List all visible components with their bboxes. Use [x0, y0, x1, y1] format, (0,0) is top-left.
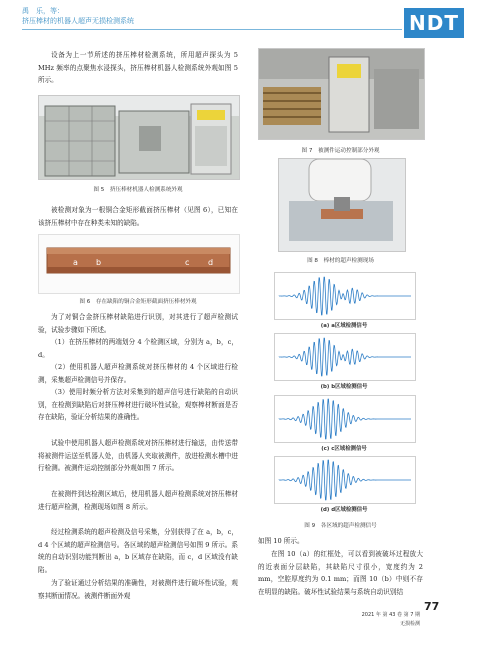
fig7-caption: 图 7 被测件运动控制部分外观: [301, 148, 380, 154]
paragraph-8: 在被测件到达检测区域后，使用机器人超声检测系统对挤压棒材进行超声检测，检测现场如图 8 所示。: [38, 490, 238, 511]
fig9-caption: 图 9 各区域的超声检测信号: [304, 523, 377, 529]
footer-issue: 2021 年 第 43 卷 第 7 期: [361, 612, 420, 618]
signal-b-label: (b) b区域检测信号: [320, 384, 368, 390]
fig7-photo: [258, 48, 425, 140]
paragraph-4: （1）在挤压棒材的两端划分 4 个检测区域，分别为 a，b，c，d。: [38, 338, 238, 359]
running-authors: 禹 乐，等：: [22, 7, 64, 15]
paragraph-11: 如图 10 所示。: [258, 537, 304, 545]
signal-d-waveform: [275, 457, 415, 503]
fig6-label-c: c: [185, 258, 190, 267]
signal-trace: [279, 338, 411, 376]
paragraph-1: 设备为上一节所述的挤压棒材检测系统，所用超声探头为 5 MHz 频率的点聚焦水浸探头，挤压棒材机器人检测系统外观如图 5 所示。: [38, 51, 238, 85]
signal-b-waveform: [275, 334, 415, 380]
signal-panel-b: [274, 333, 416, 381]
conveyor-illustration: [259, 49, 424, 139]
copper-bar-illustration: [39, 235, 239, 293]
logo-text: NDT: [409, 11, 459, 35]
inspection-scene-illustration: [279, 159, 405, 251]
paragraph-5: （2）使用机器人超声检测系统对挤压棒材的 4 个区域进行检测，采集超声检测信号并保存。: [38, 363, 238, 384]
fig6-label-a: a: [73, 258, 78, 267]
signal-d-label: (d) d区域检测信号: [320, 507, 368, 513]
signal-c-waveform: [275, 396, 415, 442]
signal-panel-d: [274, 456, 416, 504]
fig5-caption: 图 5 挤压棒材机器人检测系统外观: [93, 187, 183, 193]
signal-trace: [279, 399, 411, 439]
fig8-photo: [278, 158, 406, 252]
paragraph-10: 为了验证通过分析结果的准确性，对被测件进行破坏性试验，观察其断面情况。被测件断面外观: [38, 579, 238, 600]
paragraph-7: 试验中使用机器人超声检测系统对挤压棒材进行输送，由传送带将被测件运送至机器人处，由机器人夹取被测件，放进检测水槽中进行检测。被测件运动控制部分外观如图 7 所示。: [38, 439, 238, 473]
robot-cell-illustration: [39, 96, 239, 179]
paragraph-12: 在图 10（a）的红框处，可以看到被破坏过程放大的近表面分层缺陷，其缺陷尺寸很小，宽度约为 2 mm，空腔厚度约为 0.1 mm；而图 10（b）中则不存在明显的缺陷。破坏性试验结果与系统自动识别结: [258, 550, 423, 597]
paragraph-3: 为了对铜合金挤压棒材缺陷进行识别，对其进行了超声检测试验，试验步骤如下所述。: [38, 313, 238, 334]
fig6-label-b: b: [96, 258, 102, 267]
footer-journal: 无损检测: [399, 621, 420, 627]
signal-panel-a: [274, 272, 416, 320]
signal-a-waveform: [275, 273, 415, 319]
signal-a-label: (a) a区域检测信号: [320, 323, 368, 329]
signal-trace: [279, 460, 411, 500]
paragraph-6: （3）使用时频分析方法对采集到的超声信号进行缺陷的自动识别，在检测到缺陷后对挤压棒材进行破坏性试验，观察棒材断面是否存在缺陷，验证分析结果的准确性。: [38, 388, 238, 422]
signal-panel-c: [274, 395, 416, 443]
page-number: 77: [424, 600, 440, 613]
fig6-label-d: d: [208, 258, 214, 267]
signal-trace: [279, 277, 411, 315]
ndt-logo: [404, 8, 464, 38]
fig8-caption: 图 8 棒材的超声检测现场: [307, 258, 374, 264]
paragraph-2: 被检测对象为一根铜合金矩形截面挤压棒材（见图 6），已知在该挤压棒材中存在种类未知的缺陷。: [38, 206, 238, 227]
fig6-caption: 图 6 存在缺陷的铜合金矩形截面挤压棒材外观: [79, 299, 197, 305]
fig6-photo: [38, 234, 240, 294]
running-title: 挤压棒材的机器人超声无损检测系统: [22, 17, 134, 25]
header-rule: [22, 29, 402, 30]
paragraph-9: 经过检测系统的超声检测及信号采集，分别获得了在 a，b，c，d 4 个区域的超声检测信号。各区域的超声检测信号如图 9 所示。系统的自动识别功能判断出 a，b 区域存在缺陷，而 c，d 区域没有缺陷。: [38, 528, 238, 575]
fig5-photo: [38, 95, 240, 180]
signal-c-label: (c) c区域检测信号: [321, 446, 367, 452]
